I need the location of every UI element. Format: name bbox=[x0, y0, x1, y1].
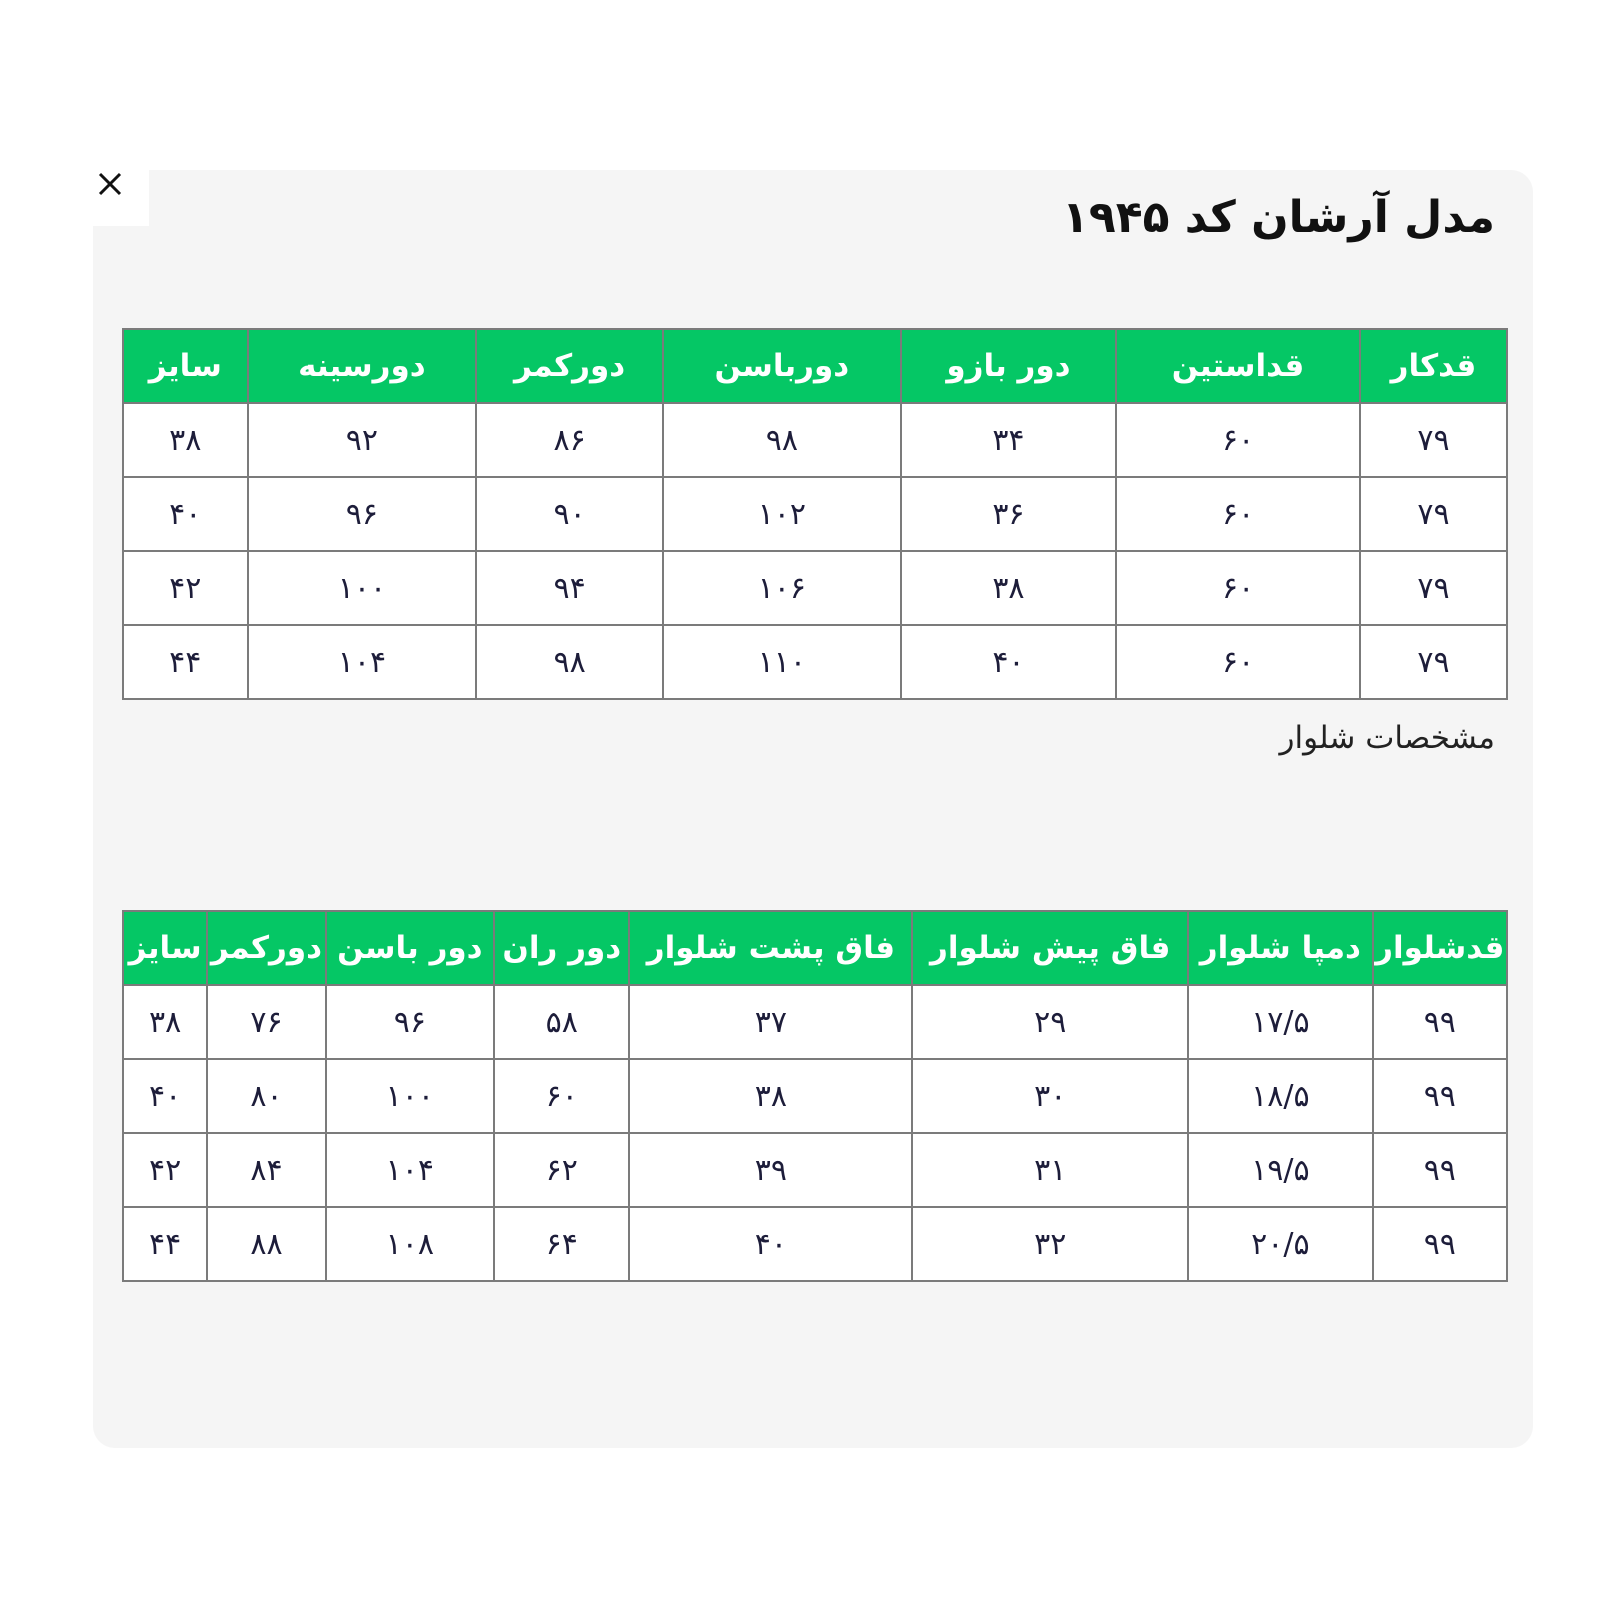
table-cell: ۳۶ bbox=[901, 477, 1116, 551]
pants-size-table bbox=[122, 910, 1508, 1282]
table-cell: ۱۰۸ bbox=[326, 1207, 494, 1281]
table-cell: ۹۹ bbox=[1373, 1207, 1507, 1281]
table-cell: ۹۶ bbox=[326, 985, 494, 1059]
table-row bbox=[123, 625, 1507, 699]
table-header-row bbox=[123, 329, 1507, 403]
table-cell: ۳۲ bbox=[912, 1207, 1188, 1281]
table-cell: ۹۸ bbox=[663, 403, 901, 477]
table-cell: ۹۸ bbox=[476, 625, 663, 699]
close-button[interactable] bbox=[90, 164, 130, 204]
table-cell: ۴۰ bbox=[901, 625, 1116, 699]
column-header: قدکار bbox=[1360, 329, 1507, 403]
table-cell: ۱۸/۵ bbox=[1188, 1059, 1373, 1133]
pants-section-title: مشخصات شلوار bbox=[1279, 720, 1495, 756]
column-header: دورباسن bbox=[663, 329, 901, 403]
top-size-table bbox=[122, 328, 1508, 700]
table-cell: ۷۹ bbox=[1360, 625, 1507, 699]
table-cell: ۳۸ bbox=[123, 403, 248, 477]
column-header: دور ران bbox=[494, 911, 629, 985]
table-cell: ۴۴ bbox=[123, 625, 248, 699]
modal-title: مدل آرشان کد ۱۹۴۵ bbox=[1062, 192, 1495, 243]
table-cell: ۱۱۰ bbox=[663, 625, 901, 699]
close-icon bbox=[97, 171, 123, 197]
table-cell: ۳۴ bbox=[901, 403, 1116, 477]
column-header: فاق پشت شلوار bbox=[629, 911, 912, 985]
table-cell: ۲۹ bbox=[912, 985, 1188, 1059]
table-cell: ۱۰۴ bbox=[248, 625, 477, 699]
table-cell: ۸۰ bbox=[207, 1059, 325, 1133]
table-cell: ۱۰۰ bbox=[248, 551, 477, 625]
table-cell: ۴۰ bbox=[123, 1059, 207, 1133]
table-cell: ۵۸ bbox=[494, 985, 629, 1059]
column-header: سایز bbox=[123, 329, 248, 403]
table-cell: ۶۰ bbox=[494, 1059, 629, 1133]
table-cell: ۹۹ bbox=[1373, 1133, 1507, 1207]
table-cell: ۳۹ bbox=[629, 1133, 912, 1207]
table-cell: ۴۲ bbox=[123, 551, 248, 625]
column-header: فاق پیش شلوار bbox=[912, 911, 1188, 985]
table-cell: ۱۰۰ bbox=[326, 1059, 494, 1133]
column-header: سایز bbox=[123, 911, 207, 985]
table-cell: ۶۰ bbox=[1116, 403, 1360, 477]
table-cell: ۷۹ bbox=[1360, 477, 1507, 551]
table-cell: ۳۸ bbox=[901, 551, 1116, 625]
table-cell: ۳۱ bbox=[912, 1133, 1188, 1207]
table-row bbox=[123, 1207, 1507, 1281]
table-row bbox=[123, 1133, 1507, 1207]
table-cell: ۴۰ bbox=[123, 477, 248, 551]
table-cell: ۳۸ bbox=[629, 1059, 912, 1133]
table-cell: ۱۹/۵ bbox=[1188, 1133, 1373, 1207]
table-cell: ۱۰۶ bbox=[663, 551, 901, 625]
table-cell: ۴۲ bbox=[123, 1133, 207, 1207]
table-cell: ۲۰/۵ bbox=[1188, 1207, 1373, 1281]
table-cell: ۶۰ bbox=[1116, 477, 1360, 551]
table-cell: ۷۹ bbox=[1360, 403, 1507, 477]
table-cell: ۶۲ bbox=[494, 1133, 629, 1207]
table-cell: ۹۲ bbox=[248, 403, 477, 477]
table-cell: ۷۹ bbox=[1360, 551, 1507, 625]
table-cell: ۹۴ bbox=[476, 551, 663, 625]
table-row bbox=[123, 477, 1507, 551]
column-header: دورکمر bbox=[207, 911, 325, 985]
column-header: دورسینه bbox=[248, 329, 477, 403]
table-cell: ۹۰ bbox=[476, 477, 663, 551]
column-header: قداستین bbox=[1116, 329, 1360, 403]
table-row bbox=[123, 985, 1507, 1059]
table-cell: ۱۰۲ bbox=[663, 477, 901, 551]
table-cell: ۳۷ bbox=[629, 985, 912, 1059]
table-cell: ۴۰ bbox=[629, 1207, 912, 1281]
table-cell: ۸۸ bbox=[207, 1207, 325, 1281]
table-cell: ۹۹ bbox=[1373, 985, 1507, 1059]
table-row bbox=[123, 403, 1507, 477]
table-header-row bbox=[123, 911, 1507, 985]
table-cell: ۷۶ bbox=[207, 985, 325, 1059]
table-row bbox=[123, 1059, 1507, 1133]
table-cell: ۳۰ bbox=[912, 1059, 1188, 1133]
column-header: قدشلوار bbox=[1373, 911, 1507, 985]
table-cell: ۴۴ bbox=[123, 1207, 207, 1281]
table-cell: ۶۰ bbox=[1116, 625, 1360, 699]
column-header: دور باسن bbox=[326, 911, 494, 985]
table-cell: ۹۹ bbox=[1373, 1059, 1507, 1133]
table-row bbox=[123, 551, 1507, 625]
column-header: دمپا شلوار bbox=[1188, 911, 1373, 985]
table-cell: ۳۸ bbox=[123, 985, 207, 1059]
table-cell: ۹۶ bbox=[248, 477, 477, 551]
table-cell: ۸۴ bbox=[207, 1133, 325, 1207]
table-cell: ۶۰ bbox=[1116, 551, 1360, 625]
table-cell: ۸۶ bbox=[476, 403, 663, 477]
column-header: دورکمر bbox=[476, 329, 663, 403]
table-cell: ۱۷/۵ bbox=[1188, 985, 1373, 1059]
column-header: دور بازو bbox=[901, 329, 1116, 403]
table-cell: ۱۰۴ bbox=[326, 1133, 494, 1207]
table-cell: ۶۴ bbox=[494, 1207, 629, 1281]
